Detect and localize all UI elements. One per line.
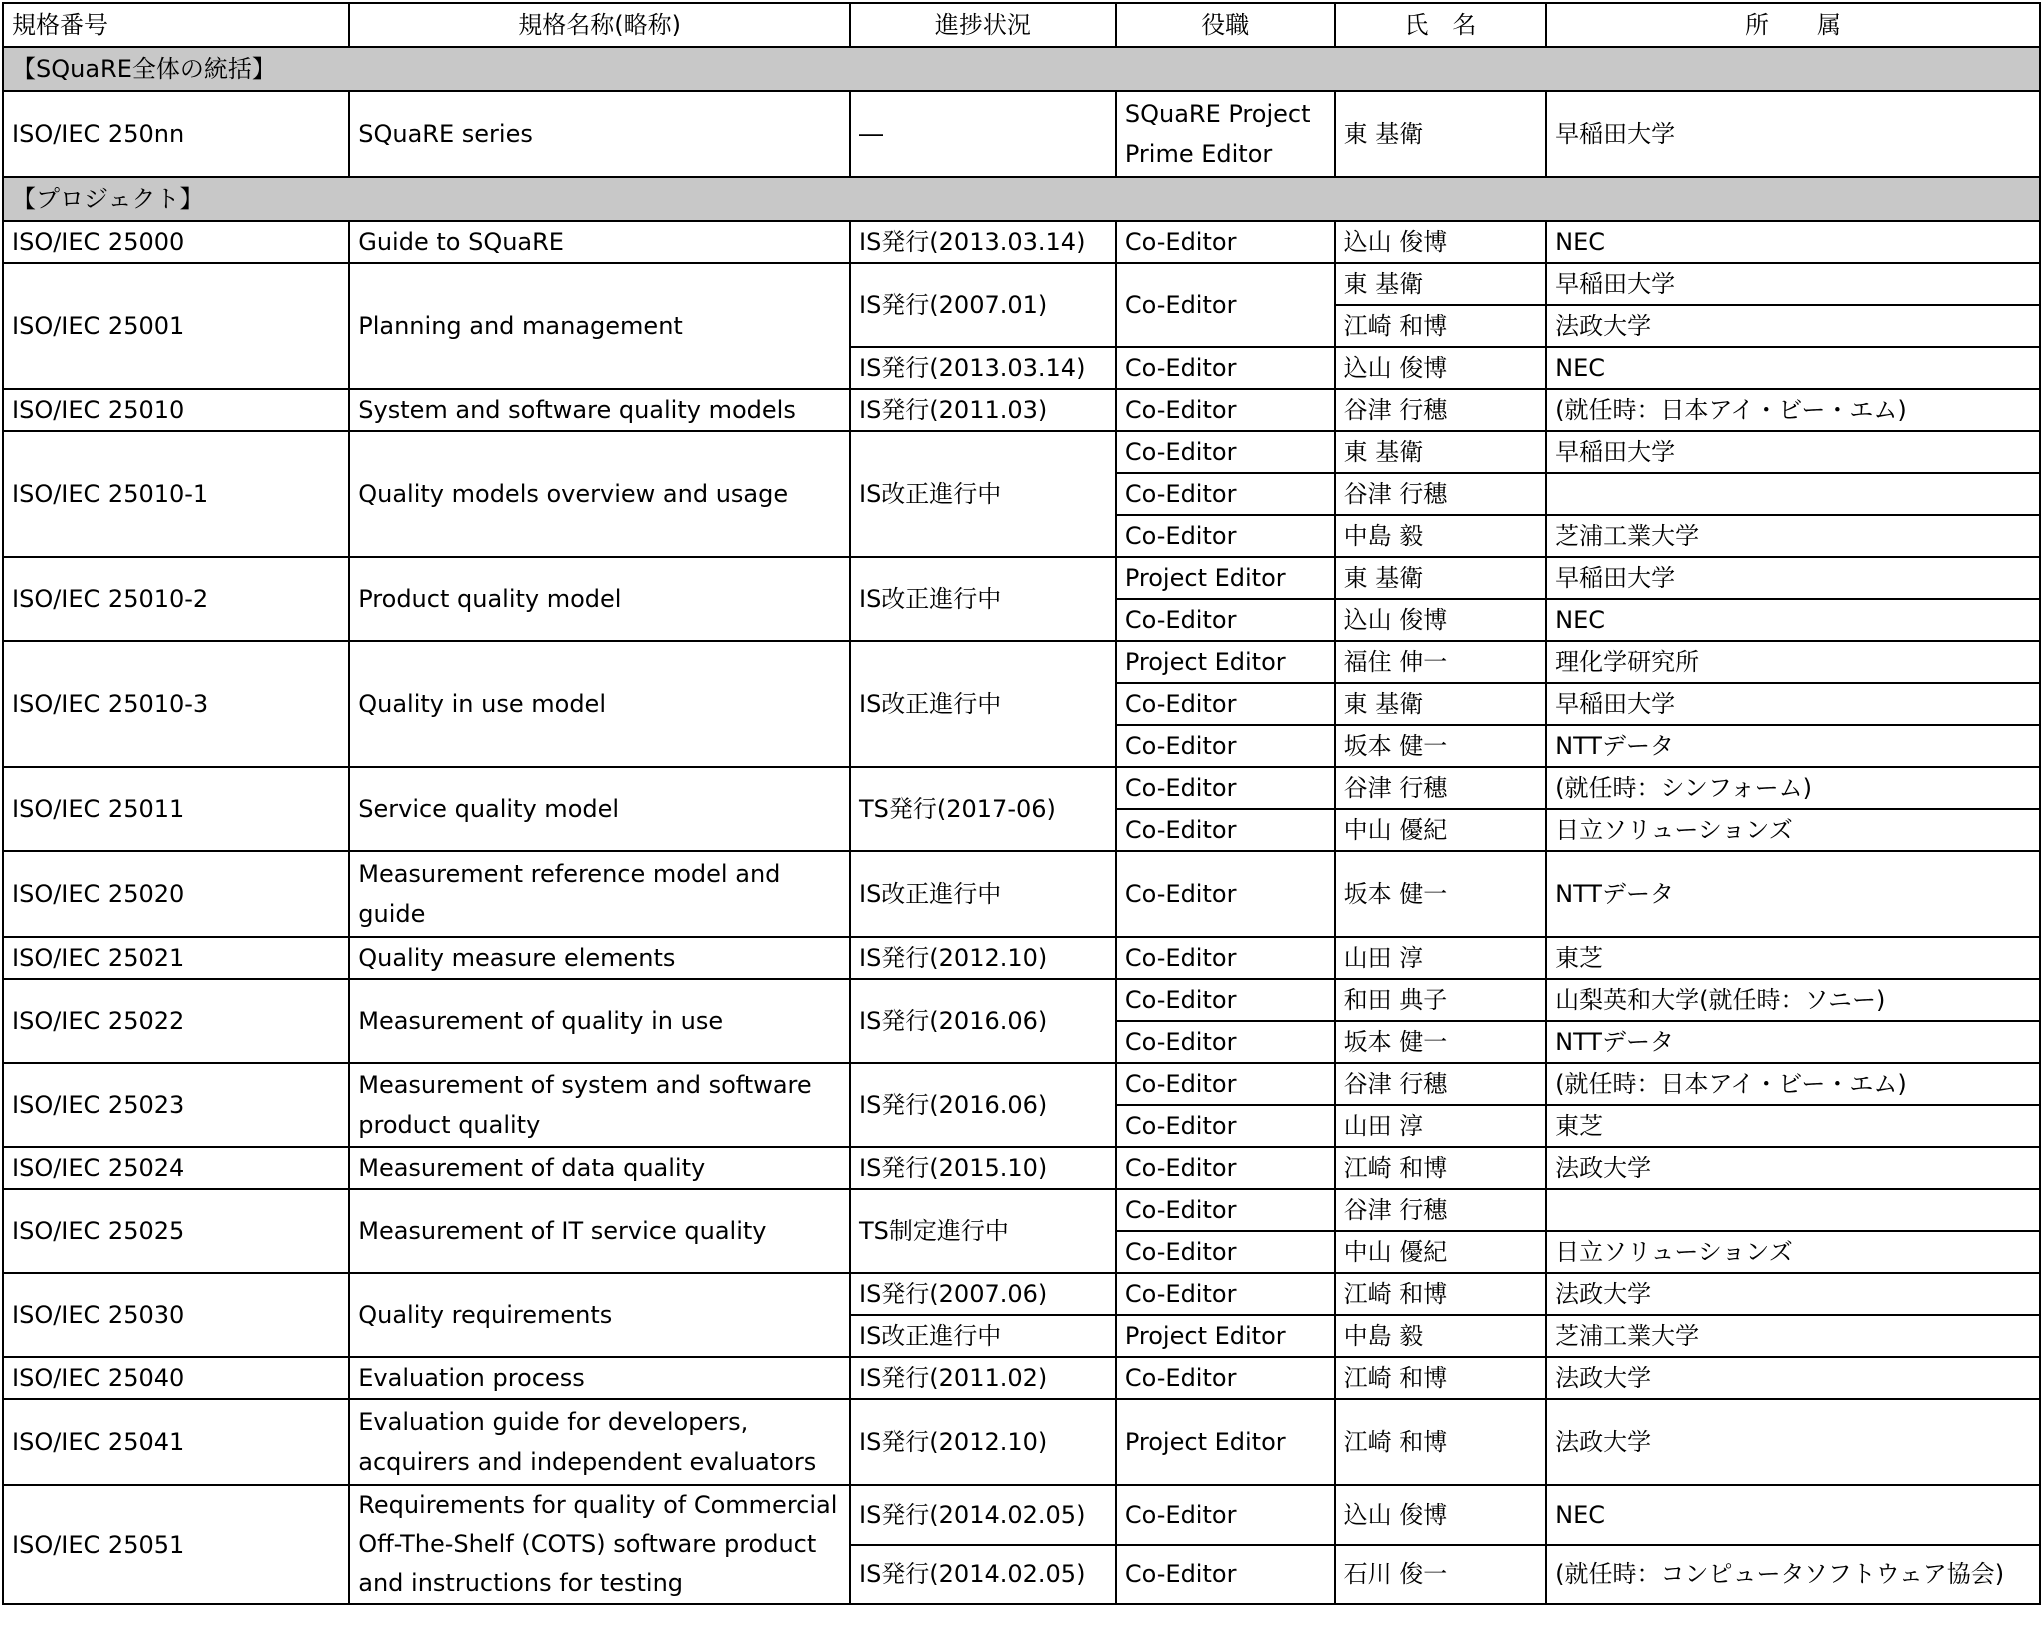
section-row [3,47,2040,91]
affiliation: NEC [1546,599,2040,641]
progress-status: IS発行(2012.10) [850,937,1116,979]
role: Co-Editor [1116,809,1335,851]
role: Co-Editor [1116,979,1335,1021]
affiliation: 東芝 [1546,1105,2040,1147]
affiliation: 法政大学 [1546,1147,2040,1189]
standard-name: Guide to SQuaRE [349,221,850,263]
person-name: 江崎 和博 [1335,305,1546,347]
section-title: 【SQuaRE全体の統括】 [3,47,2040,91]
role: Co-Editor [1116,473,1335,515]
role: Co-Editor [1116,1357,1335,1399]
progress-status: IS改正進行中 [850,641,1116,767]
progress-status: IS発行(2016.06) [850,1063,1116,1147]
progress-status: IS改正進行中 [850,851,1116,937]
table-row [3,1399,2040,1485]
person-name: 谷津 行穗 [1335,389,1546,431]
affiliation: 日立ソリューションズ [1546,809,2040,851]
role: Co-Editor [1116,851,1335,937]
role: Co-Editor [1116,1545,1335,1605]
affiliation [1546,1189,2040,1231]
table-row [3,389,2040,431]
table-row [3,937,2040,979]
role: Co-Editor [1116,347,1335,389]
person-name: 東 基衛 [1335,91,1546,177]
standard-name: SQuaRE series [349,91,850,177]
person-name: 谷津 行穗 [1335,473,1546,515]
person-name: 坂本 健一 [1335,1021,1546,1063]
header-role: 役職 [1116,3,1335,47]
affiliation: 早稲田大学 [1546,91,2040,177]
person-name: 石川 俊一 [1335,1545,1546,1605]
affiliation: NTTデータ [1546,1021,2040,1063]
person-name: 込山 俊博 [1335,1485,1546,1545]
standard-name: Service quality model [349,767,850,851]
table-row [3,1357,2040,1399]
table-header-row [3,3,2040,47]
standard-number: ISO/IEC 25051 [3,1485,349,1604]
table-row [3,431,2040,473]
progress-status: IS発行(2011.02) [850,1357,1116,1399]
affiliation: 早稲田大学 [1546,683,2040,725]
table-row [3,641,2040,683]
standard-number: ISO/IEC 25020 [3,851,349,937]
table-row [3,557,2040,599]
progress-status: TS発行(2017-06) [850,767,1116,851]
role: Co-Editor [1116,1273,1335,1315]
progress-status: IS改正進行中 [850,1315,1116,1357]
role: Project Editor [1116,1399,1335,1485]
role: Co-Editor [1116,515,1335,557]
person-name: 和田 典子 [1335,979,1546,1021]
table-row [3,221,2040,263]
role: Project Editor [1116,641,1335,683]
affiliation: 山梨英和大学(就任時：ソニー) [1546,979,2040,1021]
person-name: 東 基衛 [1335,263,1546,305]
role: Co-Editor [1116,937,1335,979]
table-row [3,91,2040,177]
progress-status: IS発行(2013.03.14) [850,347,1116,389]
person-name: 東 基衛 [1335,683,1546,725]
role: Co-Editor [1116,599,1335,641]
person-name: 福住 伸一 [1335,641,1546,683]
person-name: 坂本 健一 [1335,725,1546,767]
affiliation: 早稲田大学 [1546,431,2040,473]
affiliation: (就任時：コンピュータソフトウェア協会) [1546,1545,2040,1605]
table-row [3,1485,2040,1545]
standard-number: ISO/IEC 25021 [3,937,349,979]
header-standard-number: 規格番号 [3,3,349,47]
affiliation: 理化学研究所 [1546,641,2040,683]
progress-status: IS発行(2007.06) [850,1273,1116,1315]
person-name: 中島 毅 [1335,1315,1546,1357]
affiliation: 早稲田大学 [1546,263,2040,305]
person-name: 東 基衛 [1335,431,1546,473]
standard-number: ISO/IEC 25011 [3,767,349,851]
affiliation: 日立ソリューションズ [1546,1231,2040,1273]
standard-name: Product quality model [349,557,850,641]
standard-number: ISO/IEC 25022 [3,979,349,1063]
affiliation: NEC [1546,221,2040,263]
table-row [3,1147,2040,1189]
person-name: 込山 俊博 [1335,347,1546,389]
progress-status: IS発行(2014.02.05) [850,1485,1116,1545]
progress-status: TS制定進行中 [850,1189,1116,1273]
table-row [3,979,2040,1021]
progress-status: IS発行(2012.10) [850,1399,1116,1485]
standard-name: Evaluation guide for developers, acquirers and independent evaluators [349,1399,850,1485]
person-name: 東 基衛 [1335,557,1546,599]
editors-table [2,2,2041,1605]
standard-name: Quality measure elements [349,937,850,979]
person-name: 谷津 行穗 [1335,1063,1546,1105]
role: SQuaRE Project Prime Editor [1116,91,1335,177]
person-name: 坂本 健一 [1335,851,1546,937]
standard-name: Requirements for quality of Commercial Off-The-Shelf (COTS) software product and instructions for testing [349,1485,850,1604]
standard-name: Quality in use model [349,641,850,767]
progress-status: IS発行(2007.01) [850,263,1116,347]
section-title: 【プロジェクト】 [3,177,2040,221]
table-row [3,1273,2040,1315]
role: Co-Editor [1116,1189,1335,1231]
standard-name: Measurement reference model and guide [349,851,850,937]
standard-number: ISO/IEC 25010-3 [3,641,349,767]
person-name: 山田 淳 [1335,1105,1546,1147]
role: Co-Editor [1116,1063,1335,1105]
role: Project Editor [1116,1315,1335,1357]
table-row [3,767,2040,809]
table-row [3,263,2040,305]
affiliation: (就任時：日本アイ・ビー・エム) [1546,389,2040,431]
standard-number: ISO/IEC 25030 [3,1273,349,1357]
standard-number: ISO/IEC 25000 [3,221,349,263]
standard-number: ISO/IEC 25025 [3,1189,349,1273]
role: Co-Editor [1116,389,1335,431]
standard-name: Measurement of quality in use [349,979,850,1063]
person-name: 江崎 和博 [1335,1147,1546,1189]
header-person-name: 氏 名 [1335,3,1546,47]
affiliation: NTTデータ [1546,725,2040,767]
person-name: 山田 淳 [1335,937,1546,979]
standard-name: Planning and management [349,263,850,389]
standard-number: ISO/IEC 25041 [3,1399,349,1485]
person-name: 中島 毅 [1335,515,1546,557]
person-name: 込山 俊博 [1335,599,1546,641]
header-progress: 進捗状況 [850,3,1116,47]
affiliation: 東芝 [1546,937,2040,979]
standard-name: Measurement of IT service quality [349,1189,850,1273]
progress-status: IS改正進行中 [850,557,1116,641]
progress-status: IS発行(2013.03.14) [850,221,1116,263]
section-row [3,177,2040,221]
standard-number: ISO/IEC 25010-1 [3,431,349,557]
role: Co-Editor [1116,1147,1335,1189]
affiliation: 法政大学 [1546,1273,2040,1315]
role: Co-Editor [1116,683,1335,725]
progress-status: IS発行(2016.06) [850,979,1116,1063]
person-name: 谷津 行穗 [1335,767,1546,809]
affiliation: 法政大学 [1546,1357,2040,1399]
role: Co-Editor [1116,1231,1335,1273]
affiliation: 法政大学 [1546,1399,2040,1485]
affiliation [1546,473,2040,515]
person-name: 谷津 行穗 [1335,1189,1546,1231]
header-standard-name: 規格名称(略称) [349,3,850,47]
role: Co-Editor [1116,1485,1335,1545]
standard-name: Measurement of data quality [349,1147,850,1189]
person-name: 込山 俊博 [1335,221,1546,263]
role: Co-Editor [1116,1105,1335,1147]
person-name: 中山 優紀 [1335,1231,1546,1273]
standard-number: ISO/IEC 25024 [3,1147,349,1189]
affiliation: 芝浦工業大学 [1546,515,2040,557]
standard-number: ISO/IEC 250nn [3,91,349,177]
role: Co-Editor [1116,767,1335,809]
progress-status: IS発行(2015.10) [850,1147,1116,1189]
person-name: 江崎 和博 [1335,1357,1546,1399]
standard-name: Measurement of system and software product quality [349,1063,850,1147]
affiliation: (就任時：シンフォーム) [1546,767,2040,809]
affiliation: NTTデータ [1546,851,2040,937]
role: Project Editor [1116,557,1335,599]
affiliation: 早稲田大学 [1546,557,2040,599]
standard-name: Quality models overview and usage [349,431,850,557]
standard-number: ISO/IEC 25001 [3,263,349,389]
standard-number: ISO/IEC 25010-2 [3,557,349,641]
standard-number: ISO/IEC 25040 [3,1357,349,1399]
standard-name: Quality requirements [349,1273,850,1357]
role: Co-Editor [1116,221,1335,263]
affiliation: NEC [1546,1485,2040,1545]
standard-name: System and software quality models [349,389,850,431]
role: Co-Editor [1116,431,1335,473]
affiliation: 法政大学 [1546,305,2040,347]
table-row [3,1189,2040,1231]
standard-name: Evaluation process [349,1357,850,1399]
progress-status: IS発行(2011.03) [850,389,1116,431]
person-name: 江崎 和博 [1335,1273,1546,1315]
role: Co-Editor [1116,725,1335,767]
progress-status: ― [850,91,1116,177]
standard-number: ISO/IEC 25010 [3,389,349,431]
standard-number: ISO/IEC 25023 [3,1063,349,1147]
affiliation: NEC [1546,347,2040,389]
progress-status: IS発行(2014.02.05) [850,1545,1116,1605]
affiliation: 芝浦工業大学 [1546,1315,2040,1357]
person-name: 中山 優紀 [1335,809,1546,851]
role: Co-Editor [1116,263,1335,347]
table-row [3,1063,2040,1105]
affiliation: (就任時：日本アイ・ビー・エム) [1546,1063,2040,1105]
header-affiliation: 所 属 [1546,3,2040,47]
role: Co-Editor [1116,1021,1335,1063]
progress-status: IS改正進行中 [850,431,1116,557]
person-name: 江崎 和博 [1335,1399,1546,1485]
table-row [3,851,2040,937]
